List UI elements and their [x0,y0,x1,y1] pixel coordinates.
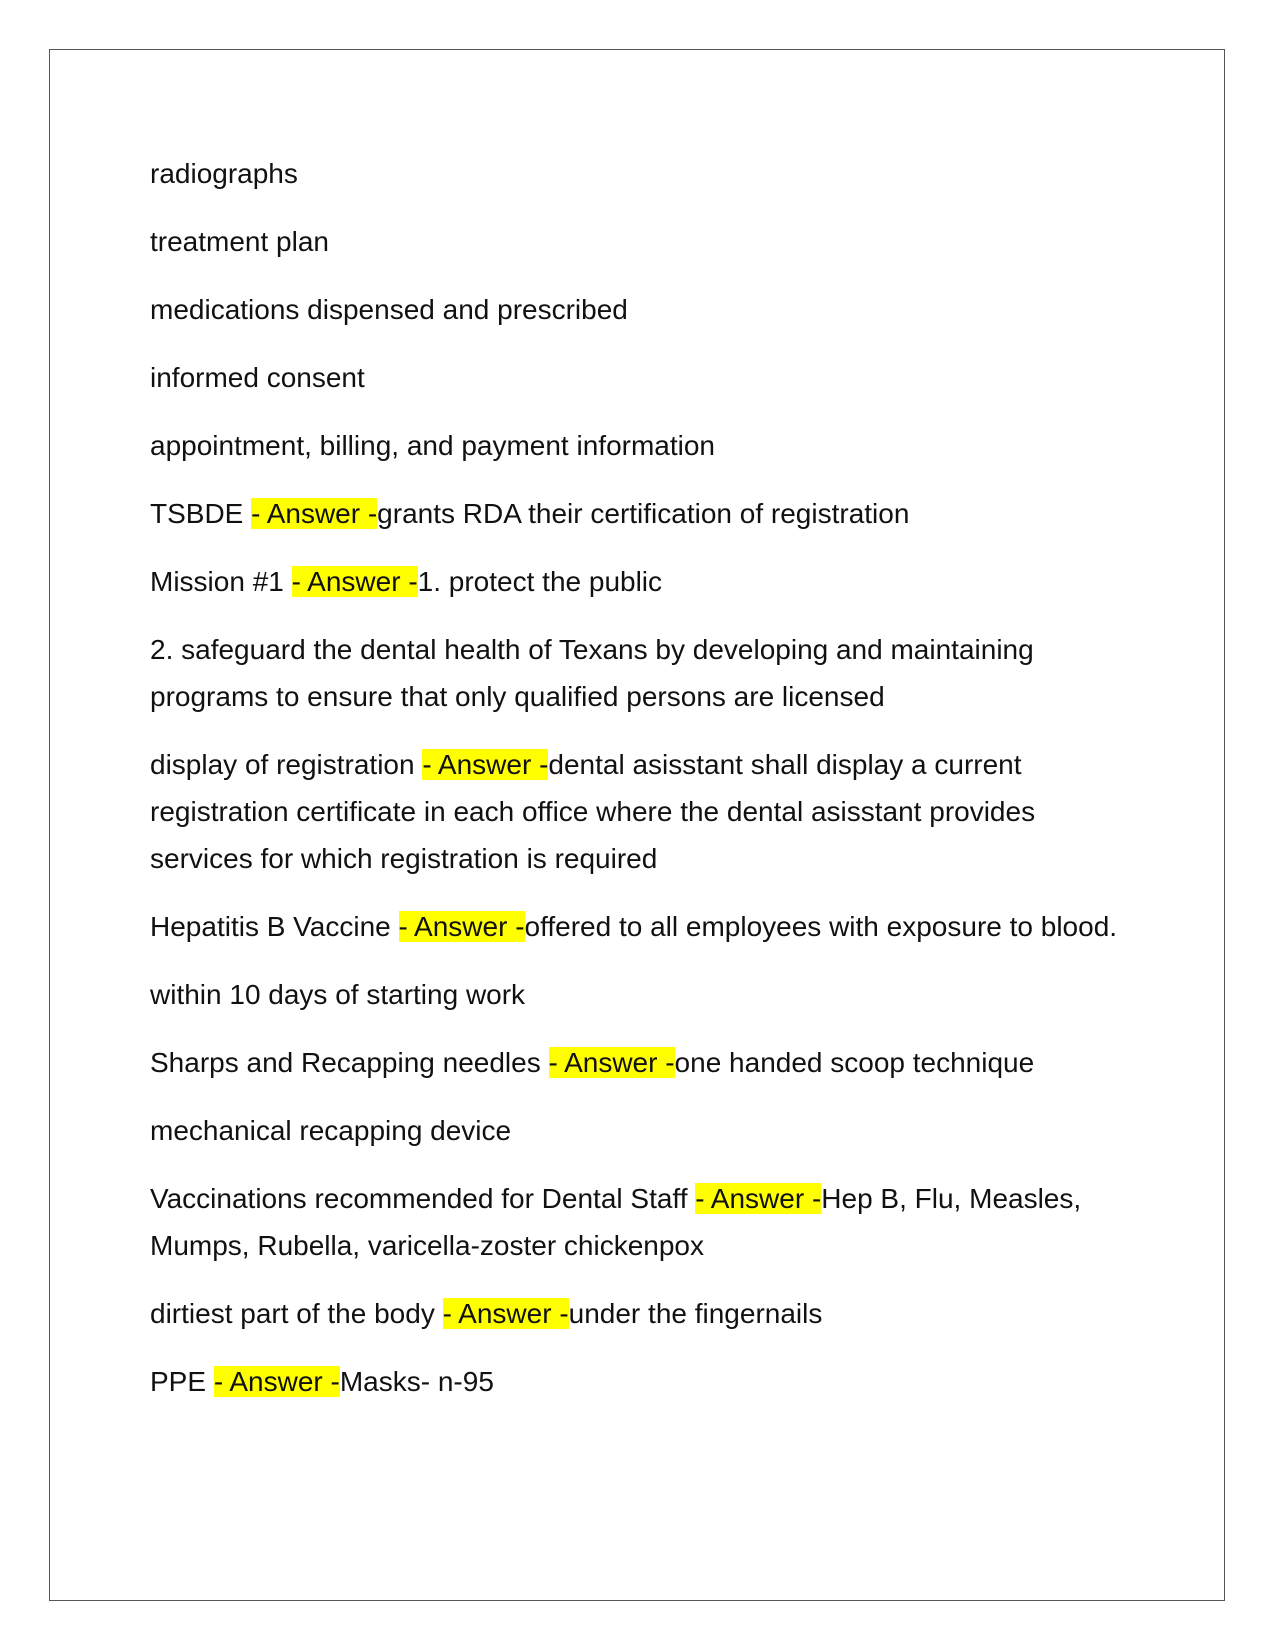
term-text: treatment plan [150,226,329,257]
paragraph [150,1107,1140,1154]
paragraph [150,971,1140,1018]
answer-highlight: - Answer - [422,749,549,780]
term-text: 2. safeguard the dental health of Texans by developing and maintaining programs to ensure that only qualified persons are licensed [150,634,1034,712]
paragraph [150,490,1140,537]
term-text: appointment, billing, and payment information [150,430,716,461]
paragraph [150,1175,1140,1269]
term-text: medications dispensed and prescribed [150,294,628,325]
paragraph [150,286,1140,333]
paragraph [150,1290,1140,1337]
paragraph [150,626,1140,720]
document-body [150,150,1140,1426]
term-text: Vaccinations recommended for Dental Staff [150,1183,696,1214]
answer-highlight: - Answer - [442,1298,569,1329]
paragraph [150,558,1140,605]
answer-text: one handed scoop technique [674,1047,1035,1078]
term-text: TSBDE [150,498,252,529]
paragraph [150,422,1140,469]
answer-text: grants RDA their certification of registration [377,498,910,529]
answer-text: 1. protect the public [417,566,663,597]
answer-highlight: - Answer - [291,566,418,597]
term-text: within 10 days of starting work [150,979,526,1010]
paragraph [150,741,1140,882]
answer-highlight: - Answer - [398,911,525,942]
term-text: informed consent [150,362,365,393]
term-text: radiographs [150,158,298,189]
paragraph [150,218,1140,265]
answer-highlight: - Answer - [695,1183,822,1214]
term-text: Mission #1 [150,566,292,597]
term-text: mechanical recapping device [150,1115,512,1146]
answer-highlight: - Answer - [548,1047,675,1078]
term-text: Hepatitis B Vaccine [150,911,399,942]
term-text: PPE [150,1366,214,1397]
answer-text: under the fingernails [568,1298,823,1329]
paragraph [150,1039,1140,1086]
answer-text: Masks- n-95 [339,1366,494,1397]
paragraph [150,354,1140,401]
answer-text: offered to all employees with exposure to blood. [524,911,1118,942]
term-text: dirtiest part of the body [150,1298,443,1329]
answer-highlight: - Answer - [213,1366,340,1397]
paragraph [150,150,1140,197]
term-text: Sharps and Recapping needles [150,1047,549,1078]
answer-text: Hep B, Flu, Measles, Mumps, Rubella, varicella-zoster chickenpox [150,1183,1082,1261]
answer-highlight: - Answer - [251,498,378,529]
paragraph [150,903,1140,950]
term-text: display of registration [150,749,423,780]
answer-text: dental asisstant shall display a current registration certificate in each office where the dental asisstant provides services for which registration is required [150,749,1036,874]
paragraph [150,1358,1140,1405]
